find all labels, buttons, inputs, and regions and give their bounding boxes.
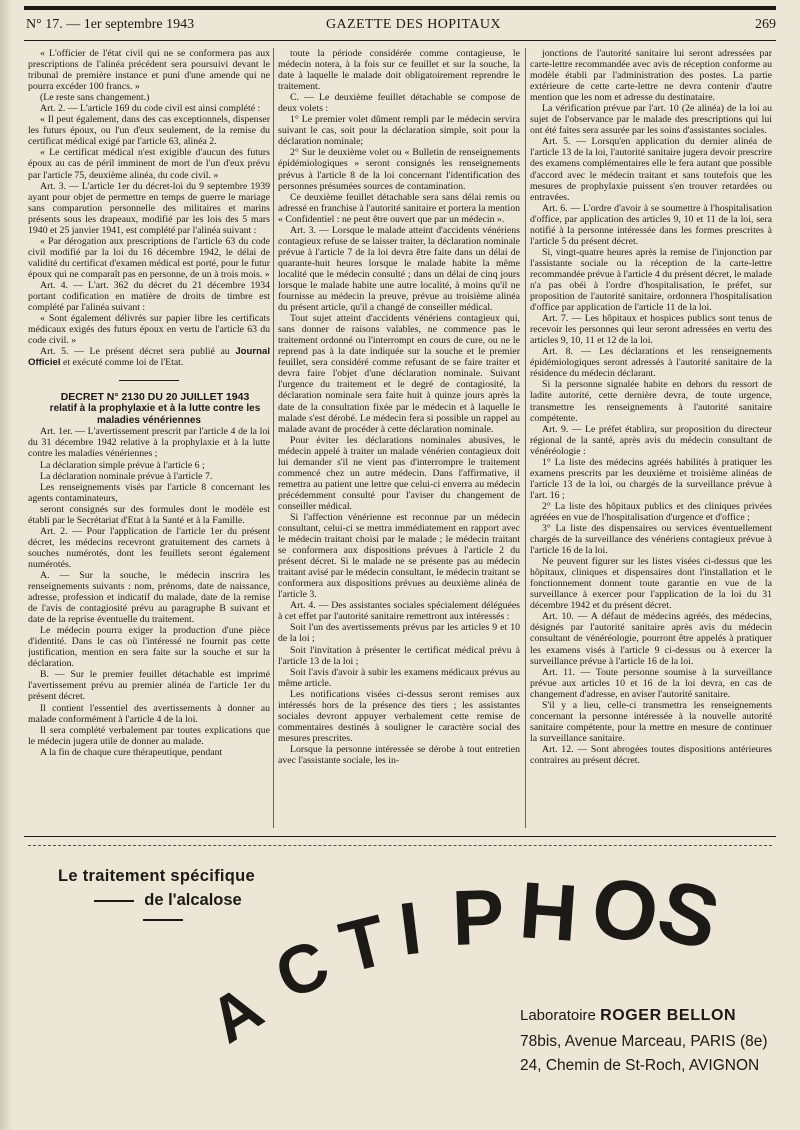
laboratory-name: Laboratoire ROGER BELLON <box>520 1007 737 1024</box>
paragraph: Si l'affection vénérienne est reconnue par un médecin consultant, celui-ci se mettra immédiatement en rapport avec le médecin traitant choisi par le malade ; le médecin traitant se conformera aux dispositions prévues à l'article 2 du présent décret. Si le malade ne se présente pas au médecin traitant avisé par le médecin consultant, le médecin traitant se conformera aux dispositions prévues au deuxième alinéa de l'article 3. <box>278 511 520 601</box>
top-border <box>24 6 776 10</box>
paragraph: Art. 4. — Des assistantes sociales spécialement déléguées à cet effet par l'autorité sanitaire remettront aux intéressés : <box>278 600 520 623</box>
paragraph: Si la personne signalée habite en dehors du ressort de ladite autorité, cette dernière devra, de toute urgence, transmettre les renseignements à l'autorité sanitaire compétente. <box>530 379 772 424</box>
paragraph: La déclaration nominale prévue à l'article 7. <box>40 470 213 482</box>
actiphos-advert <box>28 845 772 1115</box>
avignon-address: 24, Chemin de St-Roch, AVIGNON <box>520 1057 760 1074</box>
column-2 <box>278 48 520 828</box>
paragraph: Art. 7. — Les hôpitaux et hospices publics sont tenus de recevoir les personnes qui leur seront adressées en vertu des articles 9, 10, 11 et 12 de la loi. <box>530 313 772 347</box>
paragraph: Art. 4. — L'art. 362 du décret du 21 décembre 1934 portant codification en matière de droits de timbre est complété par l'alinéa suivant : <box>28 279 270 314</box>
paragraph: 1° La liste des médecins agréés habilités à pratiquer les examens prescrits par les deuxième et troisième alinéas de l'article 13 de la loi, ou chargés de la surveillance prévue à l'art. 16 ; <box>530 456 772 501</box>
brand-letter: C <box>265 925 340 1014</box>
paragraph: jonctions de l'autorité sanitaire lui seront adressées par carte-lettre recommandée avec avis de réception conforme au modèle établi par l'administration des postes. La partie extérieure de cette carte-lettre ne devra contenir d'autre mention que les nom et adresse du destinataire. <box>530 48 772 104</box>
paragraph: 2° La liste des hôpitaux publics et des cliniques privées agréées en vue de l'hospitalisation d'urgence et d'office ; <box>530 500 772 523</box>
paragraph: « Par dérogation aux prescriptions de l'article 63 du code civil modifié par la loi du 16 décembre 1942, le délai de validité du certificat d'examen médical est porté, pour le futur époux qui ne comparaît pas en personne, de un à trois mois. » <box>28 235 270 280</box>
paragraph: « Sont également délivrés sur papier libre les certificats médicaux exigés des futurs époux en vertu de l'article 63 du code civil. » <box>28 313 270 347</box>
issue-number: N° 17. — 1er septembre 1943 <box>26 17 195 32</box>
paragraph: C. — Le deuxième feuillet détachable se compose de deux volets : <box>278 92 520 115</box>
running-header <box>26 17 776 37</box>
journal-officiel: Journal Officiel <box>28 346 270 369</box>
paragraph: 1° Le premier volet dûment rempli par le médecin servira suivant le cas, soit pour la déclaration simple, soit pour la déclaration nominale; <box>278 114 520 148</box>
paragraph: « L'officier de l'état civil qui ne se conformera pas aux prescriptions de l'alinéa précédent sera poursuivi devant le tribunal de première instance et puni d'une amende qui ne pourra excéder 100 francs. » <box>28 48 270 93</box>
column-1 <box>28 48 270 828</box>
paragraph: « Il peut également, dans des cas exceptionnels, dispenser les futurs époux, ou l'un d'eux seulement, de la remise du certificat médical exigé par l'article 63, alinéa 2. <box>28 114 270 148</box>
paragraph: Art. 9. — Le préfet établira, sur proposition du directeur régional de la santé, après avis du médecin consultant de vénéréologie : <box>530 423 772 457</box>
art5-end: et exécuté comme loi de l'Etat. <box>62 357 184 369</box>
paragraph: Art. 11. — Toute personne soumise à la surveillance prévue aux articles 10 et 16 de la loi devra, en cas de changement d'adresse, en aviser l'autorité sanitaire. <box>530 666 772 700</box>
paragraph: A. — Sur la souche, le médecin inscrira les renseignements suivants : nom, prénoms, date de naissance, adresse, profession et indicatif du malade, date de la remise de l'avis de contagiosité prévu au paragraphe B suivant et date de la reprise éventuelle du traitement. <box>28 569 270 626</box>
paragraph: seront consignés sur des formules dont le modèle est établi par le Secrétariat d'Etat à la Santé et à la Famille. <box>28 503 270 526</box>
brand-letter: S <box>647 860 730 970</box>
paragraph: toute la période considérée comme contagieuse, le médecin notera, à la fois sur ce feuillet et sur la souche, la date à laquelle le malade doit obligatoirement reprendre le traitement. <box>278 48 520 93</box>
paragraph: Art. 1er. — L'avertissement prescrit par l'article 4 de la loi du 31 décembre 1942 relative à la prophylaxie et à la lutte contre les maladies vénériennes ; <box>28 426 270 460</box>
column-1-top-text <box>28 48 270 346</box>
advert-rule <box>24 836 776 837</box>
column-3-text <box>530 48 772 766</box>
column-2-text <box>278 48 520 766</box>
advert-dashed-border <box>28 845 772 846</box>
advert-subheadline: de l'alcalose <box>58 891 268 929</box>
paragraph: Art. 10. — A défaut de médecins agréés, des médecins, désignés par l'autorité sanitaire après avis du médecin consultant de vénéréologie, pourront être appelés à pratiquer les examens visés à l'article 9 ci-dessus ou à exercer la surveillance prévue à l'article 16 de la loi. <box>530 611 772 667</box>
paragraph: Tout sujet atteint d'accidents vénériens contagieux qui, sans donner de raisons valables, ne commence pas le traitement ordonné ou l'interrompt en cours de cure, ou ne le reprend pas à la date indiquée sur la souche et le premier feuillet, sera considéré comme refusant de se faire traiter et devra faire l'objet d'une déclaration nominale. Suivant l'urgence du traitement et le degré de contagiosité, la déclaration nominale sera faite huit à quinze jours après la date de la consultation fixée par le médecin et à laquelle le malade s'est dérobé. Le médecin fera si possible un rappel au malade avant de procéder à cette déclaration nominale. <box>278 313 520 435</box>
paragraph: S'il y a lieu, celle-ci transmettra les renseignements concernant la personne intéressée à la nouvelle autorité sanitaire compétente, pour la mettre en mesure de continuer la surveillance sanitaire. <box>530 699 772 744</box>
paragraph: Si, vingt-quatre heures après la remise de l'injonction par l'assistante sociale ou la réception de la carte-lettre recommandée prévue à l'article 4 du présent décret, le malade n'a pas obéi à l'ordre d'hospitalisation, le préfet, sur proposition de l'autorité sanitaire, ordonnera l'hospitalisation d'office par application de l'article 11 de la loi. <box>530 246 772 314</box>
brand-letter: A <box>197 971 275 1057</box>
paragraph: La vérification prévue par l'art. 10 (2e alinéa) de la loi au sujet de l'observance par le malade des prescriptions qui lui ont été faites sera assurée par les soins d'assistantes sociales. <box>530 103 772 137</box>
paragraph: Art. 12. — Sont abrogées toutes dispositions antérieures contraires au présent décret. <box>530 743 772 766</box>
paragraph: B. — Sur le premier feuillet détachable est imprimé l'avertissement prévu au premier alinéa de l'article 1er du présent décret. <box>28 669 270 703</box>
paragraph: 3° La liste des dispensaires ou services éventuellement chargés de la surveillance des vénériens contagieux prévue à l'article 16 de la loi. <box>530 523 772 557</box>
paragraph: Art. 3. — Lorsque le malade atteint d'accidents vénériens contagieux refuse de se laisser traiter, la déclaration nominale prévue à l'article 7 de la loi devra être faite dans un délai de quarante-huit heures lorsque le malade habite la même localité que le médecin consulté ; dans un délai de cinq jours lorsque le malade habite une autre localité, à moins qu'il ne fournisse au médecin la preuve, prévue au troisième alinéa du présent article, qu'il a changé de conseiller médical. <box>278 224 520 314</box>
decree-separator <box>119 380 179 381</box>
page-edge-shadow <box>0 0 12 1130</box>
decree-text <box>28 426 270 757</box>
paragraph: Ne peuvent figurer sur les listes visées ci-dessus que les hôpitaux, cliniques et dispensaires dont l'installation et le fonctionnement donnent toute garantie en vue de la surveillance à exercer pour l'application de la loi du 31 décembre 1942 et du présent décret. <box>530 556 772 612</box>
paragraph: Art. 5. — Lorsqu'en application du dernier alinéa de l'article 13 de la loi, l'autorité sanitaire jugera devoir prescrire des examens complémentaires elle le fera autant que possible d'accord avec le médecin traitant et sans toutefois que les mesures de prophylaxie puissent s'en trouver retardées ou entravées. <box>530 136 772 203</box>
decree-subtitle: relatif à la prophylaxie et à la lutte contre les maladies vénériennes <box>49 403 261 426</box>
paragraph: 2° Sur le deuxième volet ou « Bulletin de renseignements épidémiologiques » seront consignés les renseignements prévus à l'article 8 de la loi concernant l'identification des personnes présumées sources de contamination. <box>278 147 520 192</box>
paris-address: 78bis, Avenue Marceau, PARIS (8e) <box>520 1033 768 1050</box>
column-3 <box>530 48 772 828</box>
paragraph: La déclaration simple prévue à l'article 6 ; <box>40 459 205 471</box>
paragraph: A la fin de chaque cure thérapeutique, pendant <box>40 746 223 758</box>
paragraph: Soit l'invitation à présenter le certificat médical prévu à l'article 13 de la loi ; <box>278 644 520 667</box>
brand-letter: I <box>394 885 426 971</box>
brand-letter: O <box>584 858 666 963</box>
decree-title: DECRET N° 2130 DU 20 JUILLET 1943 <box>60 391 250 404</box>
page-number: 269 <box>755 17 776 32</box>
advert-headline: Le traitement spécifique <box>58 867 255 885</box>
paragraph: (Le reste sans changement.) <box>40 92 150 104</box>
paragraph: Le médecin pourra exiger la production d'une pièce d'identité. Dans le cas où l'intéressé ne fournit pas cette justification, mention en sera faite sur la souche et sur la déclaration. <box>28 625 270 670</box>
column-divider <box>525 48 526 828</box>
brand-letter: P <box>450 872 506 962</box>
journal-title: GAZETTE DES HOPITAUX <box>326 17 501 32</box>
paragraph: Art. 3. — L'article 1er du décret-loi du 9 septembre 1939 ayant pour objet de permettre en temps de guerre le mariage sans comparution personnelle des militaires et marins présents sous les drapeaux, modifié par les lois des 5 mars 1940 et 25 janvier 1941, est complété par l'alinéa suivant : <box>28 180 270 236</box>
paragraph: Soit l'un des avertissements prévus par les articles 9 et 10 de la loi ; <box>278 622 520 645</box>
column-divider <box>273 48 274 828</box>
paragraph: « Le certificat médical n'est exigible d'aucun des futurs époux au cas de péril imminent de mort de l'un d'eux prévu par l'article 75, deuxième alinéa, du code civil. » <box>28 147 270 181</box>
paragraph: Ce deuxième feuillet détachable sera sans délai remis ou adressé en franchise à l'autorité sanitaire et portera la mention « Confidentiel : ne peut être ouvert que par un médecin ». <box>278 191 520 225</box>
paragraph: Il sera complété verbalement par toutes explications que le médecin jugera utile de donner au malade. <box>28 724 270 747</box>
paragraph: Art. 8. — Les déclarations et les renseignements épidémiologiques seront adressés à l'autorité sanitaire de la résidence du médecin déclarant. <box>530 346 772 380</box>
paragraph: Soit l'avis d'avoir à subir les examens médicaux prévus au même article. <box>278 666 520 689</box>
art5-start: Art. 5. — Le présent décret sera publié au <box>40 346 230 358</box>
art5-paragraph <box>28 346 270 368</box>
paragraph: Art. 2. — Pour l'application de l'article 1er du présent décret, les médecins recevront gratuitement des carnets à souches numérotés, dont les feuillets seront également numérotés. <box>28 525 270 570</box>
paragraph: Il contient l'essentiel des avertissements à donner au malade conformément à l'article 4 de la loi. <box>28 702 270 725</box>
paragraph: Pour éviter les déclarations nominales abusives, le médecin appelé à traiter un malade vénérien contagieux doit lui demander s'il ne vient pas d'interrompre le traitement commencé chez un autre médecin. Dans l'affirmative, il remettra au patient une lettre que celui-ci enverra au médecin précédemment consulté pour l'aviser du changement de conseiller médical. <box>278 434 520 512</box>
brand-letter: H <box>516 865 581 958</box>
paragraph: Art. 6. — L'ordre d'avoir à se soumettre à l'hospitalisation d'office, par application des articles 9, 10 et 11 de la loi, sera notifié à la personne intéressée dans les formes prescrites à l'article 5 du présent décret. <box>530 202 772 247</box>
brand-letter: T <box>332 900 395 989</box>
paragraph: Les renseignements visés par l'article 8 concernant les agents contaminateurs, <box>28 481 270 504</box>
paragraph: Art. 2. — L'article 169 du code civil est ainsi complété : <box>40 103 261 115</box>
header-rule <box>24 40 776 41</box>
paragraph: Lorsque la personne intéressée se dérobe à tout entretien avec l'assistante sociale, les in- <box>278 743 520 766</box>
paragraph: Les notifications visées ci-dessus seront remises aux intéressés hors de la présence des tiers ; les assistantes sociales devront appuyer verbalement cette remise de commentaires destinés à souligner le caractère social des mesures prescrites. <box>278 688 520 744</box>
